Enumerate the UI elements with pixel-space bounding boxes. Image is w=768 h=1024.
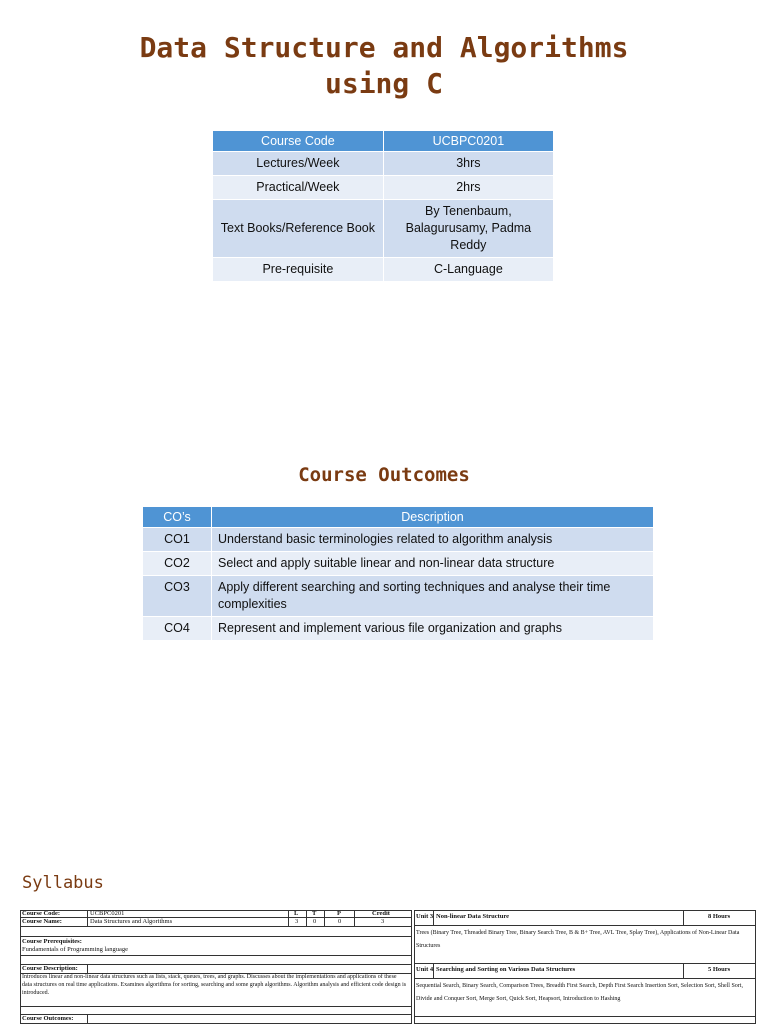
row-divider xyxy=(20,1006,412,1007)
col-divider xyxy=(354,910,355,926)
table-row xyxy=(143,552,654,576)
col-divider xyxy=(87,1014,88,1024)
page-title-text: Data Structure and Algorithms using C xyxy=(139,31,629,100)
table-header-cell: Description xyxy=(212,507,654,528)
table-cell: Text Books/Reference Book xyxy=(213,200,383,258)
table-cell: CO2 xyxy=(143,552,212,576)
prereq-label: Course Prerequisites: xyxy=(22,938,82,945)
table-row xyxy=(213,258,554,282)
col-divider xyxy=(87,910,88,926)
row-divider xyxy=(414,963,756,964)
row-divider xyxy=(20,926,412,927)
row-divider xyxy=(20,936,412,937)
course-info-table xyxy=(213,131,554,281)
row-divider xyxy=(414,978,756,979)
row-divider xyxy=(20,964,412,965)
unit3-hours: 8 Hours xyxy=(708,913,731,920)
ltp-credit-header: Credit xyxy=(372,910,390,917)
ltp-l-value: 3 xyxy=(295,918,299,925)
col-divider xyxy=(683,963,684,978)
ltp-credit-value: 3 xyxy=(381,918,385,925)
description-text: Introduces linear and non-linear data structures such as lists, stack, queues, trees, and graphs. Discusses about the implementations and applications of these data structures on real time applications. Examines algorithms for sorting, searching and some graph algorithms. Algorithm analysis and efficient code design is introduced. xyxy=(22,974,407,996)
ltp-p-value: 0 xyxy=(338,918,342,925)
table-header-row xyxy=(143,507,654,528)
table-cell: Apply different searching and sorting techniques and analyse their time complexities xyxy=(212,576,654,617)
col-divider xyxy=(87,964,88,973)
table-cell: C-Language xyxy=(383,258,553,282)
unit3-number: Unit 3 xyxy=(416,913,434,920)
course-code-value: UCBPC0201 xyxy=(90,910,125,917)
ltp-t-header: T xyxy=(312,910,317,917)
table-row xyxy=(213,200,554,258)
table-cell: CO1 xyxy=(143,528,212,552)
table-cell: CO4 xyxy=(143,617,212,641)
table-cell: By Tenenbaum, Balagurusamy, Padma Reddy xyxy=(383,200,553,258)
course-code-label: Course Code: xyxy=(22,910,61,917)
col-divider xyxy=(683,910,684,925)
ltp-l-header: L xyxy=(294,910,299,917)
table-row xyxy=(143,617,654,641)
description-label: Course Description: xyxy=(22,965,78,972)
course-outcomes-title: Course Outcomes xyxy=(298,464,470,486)
table-cell: 2hrs xyxy=(383,176,553,200)
table-header-row xyxy=(213,131,554,152)
table-row xyxy=(143,528,654,552)
table-header-cell: UCBPC0201 xyxy=(383,131,553,152)
table-cell: CO3 xyxy=(143,576,212,617)
prereq-value: Fundamentals of Programming language xyxy=(22,946,128,953)
unit4-hours: 5 Hours xyxy=(708,966,731,973)
unit4-text: Sequential Search, Binary Search, Comparison Trees, Breadth First Search, Depth First Search Insertion Sort, Selection Sort, Shell Sort, Divide and Conquer Sort, Merge Sort, Quick Sort, Heapsort, Introduction to Hashing xyxy=(416,983,743,1002)
table-header-cell: Course Code xyxy=(213,131,383,152)
unit3-text: Trees (Binary Tree, Threaded Binary Tree, Binary Search Tree, B & B+ Tree, AVL Tree, Splay Tree), Applications of Non-Linear Data Structures xyxy=(416,930,740,949)
table-row xyxy=(213,176,554,200)
table-cell: Select and apply suitable linear and non-linear data structure xyxy=(212,552,654,576)
table-cell: Practical/Week xyxy=(213,176,383,200)
col-divider xyxy=(306,910,307,926)
table-cell: Pre-requisite xyxy=(213,258,383,282)
col-divider xyxy=(288,910,289,926)
ltp-p-header: P xyxy=(337,910,341,917)
outcomes-label: Course Outcomes: xyxy=(22,1015,74,1022)
page-title xyxy=(0,30,768,102)
unit4-title: Searching and Sorting on Various Data Structures xyxy=(436,966,576,973)
course-name-label: Course Name: xyxy=(22,918,62,925)
syllabus-title: Syllabus xyxy=(22,873,104,893)
unit3-title: Non-linear Data Structure xyxy=(436,913,510,920)
row-divider xyxy=(414,1016,756,1017)
course-outcomes-table xyxy=(143,507,654,640)
table-row xyxy=(143,576,654,617)
unit4-number: Unit 4 xyxy=(416,966,434,973)
row-divider xyxy=(414,925,756,926)
table-cell: Understand basic terminologies related to algorithm analysis xyxy=(212,528,654,552)
table-header-cell: CO’s xyxy=(143,507,212,528)
row-divider xyxy=(20,955,412,956)
ltp-t-value: 0 xyxy=(313,918,317,925)
table-cell: 3hrs xyxy=(383,152,553,176)
table-row xyxy=(213,152,554,176)
row-divider xyxy=(20,1014,412,1015)
course-name-value: Data Structures and Algorithms xyxy=(90,918,173,925)
table-cell: Represent and implement various file organization and graphs xyxy=(212,617,654,641)
col-divider xyxy=(324,910,325,926)
table-cell: Lectures/Week xyxy=(213,152,383,176)
